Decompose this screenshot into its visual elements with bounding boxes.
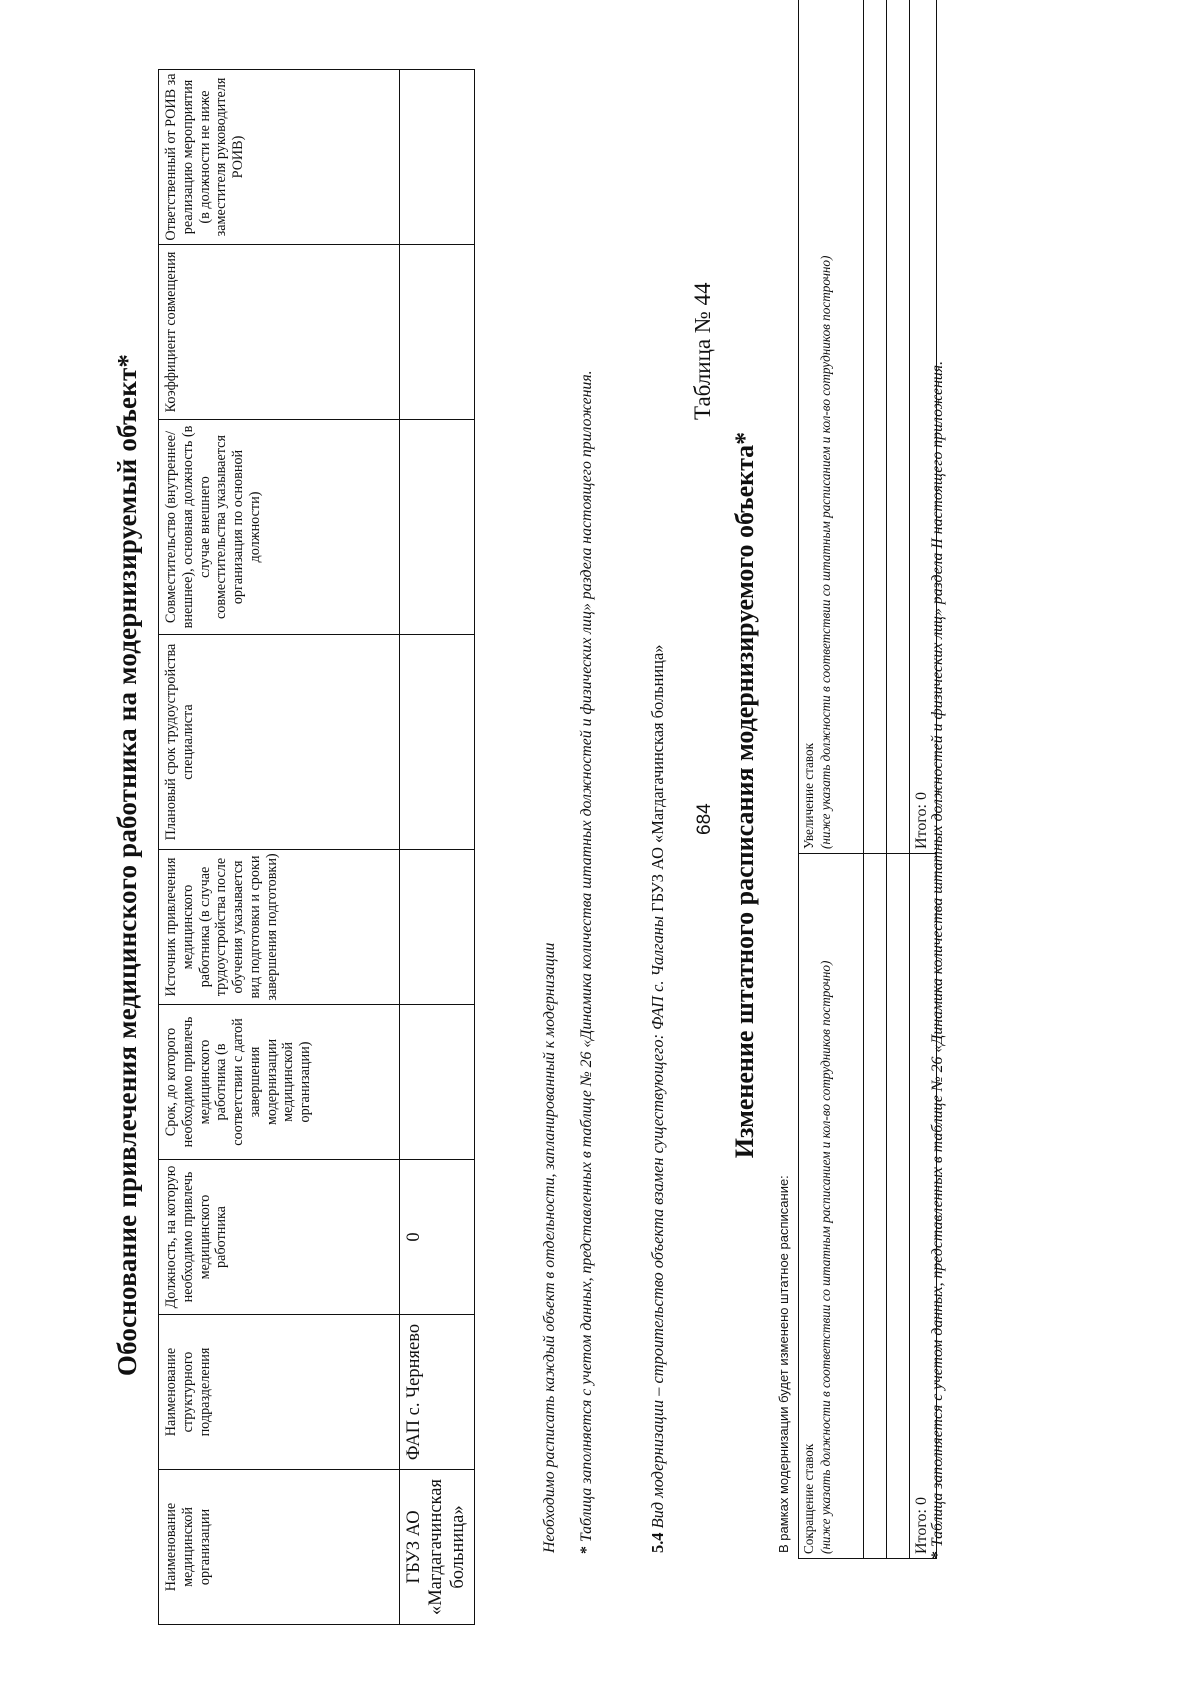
- reduction-header-cell: [799, 854, 864, 1559]
- increase-heading: Увеличение ставок: [801, 742, 816, 849]
- table-header-row: [799, 0, 864, 1559]
- header-cell: Плановый срок трудоустройства специалиста: [159, 635, 400, 850]
- reduction-heading: Сокращение ставок: [801, 1443, 816, 1554]
- footnote-star: *: [578, 1546, 595, 1554]
- header-cell: Источник привлечения медицинского работника (в случае трудоустройства после обучения указывается вид подготовки и сроки завершения подготовки): [159, 850, 400, 1005]
- table-cell: [400, 635, 475, 850]
- table-cell: [400, 1005, 475, 1160]
- table-cell: [400, 420, 475, 635]
- table-cell: [400, 850, 475, 1005]
- table-row: [887, 0, 910, 1559]
- table-cell: [864, 854, 887, 1559]
- table-cell: ФАП с. Черняево: [400, 1315, 475, 1470]
- header-cell: Наименование медицинской организации: [159, 1470, 400, 1625]
- header-cell: Коэффициент совмещения: [159, 245, 400, 420]
- table-row: [400, 70, 475, 1625]
- staff-justification-table: [158, 69, 475, 1625]
- footnote-star: *: [929, 1551, 946, 1559]
- reduction-total: Итого: 0: [910, 854, 937, 1559]
- header-cell: Должность, на которую необходимо привлечь медицинского работника: [159, 1160, 400, 1315]
- table-cell: [400, 245, 475, 420]
- increase-total: Итого: 0: [910, 0, 937, 854]
- table-row: [864, 0, 887, 1559]
- note-each-object: Необходимо расписать каждый объект в отдельности, запланированный к модернизации: [541, 942, 558, 1553]
- table-cell: [400, 70, 475, 245]
- footnote-text: Таблица заполняется с учетом данных, представленных в таблице № 26 «Динамика количества штатных должностей и физических лиц» раздела II настоящего приложения.: [929, 360, 946, 1552]
- header-cell: Срок, до которого необходимо привлечь медицинского работника (в соответствии с датой завершения модернизации медицинской организации): [159, 1005, 400, 1160]
- increase-hint: (ниже указать должности в соответствии со штатным расписанием и кол-во сотрудников построчно): [817, 255, 833, 849]
- table-cell: [864, 0, 887, 854]
- section-title-staff-justification: Обоснование привлечения медицинского работника на модернизируемый объект*: [112, 353, 142, 1377]
- header-cell: Совместительство (внутреннее/ внешнее), основная должность (в случае внешнего совместительства указывается организация по основной должности): [159, 420, 400, 635]
- page-number: 684: [694, 803, 715, 835]
- staffing-change-table: [798, 0, 937, 1559]
- note-text: Таблица заполняется с учетом данных, представленных в таблице № 26 «Динамика количества штатных должностей и физических лиц» раздела настоящего приложения.: [578, 370, 595, 1547]
- section-number: 5.4: [648, 1532, 667, 1553]
- header-cell: Наименование структурного подразделения: [159, 1315, 400, 1470]
- organization-name: ГБУЗ АО «Магдагачинская больница»: [648, 644, 667, 916]
- modernization-type: [645, 645, 670, 1553]
- staffing-intro-text: В рамках модернизации будет изменено штатное расписание:: [776, 1175, 791, 1553]
- header-cell: Ответственный от РОИВ за реализацию мероприятия (в должности не ниже заместителя руководителя РОИВ): [159, 70, 400, 245]
- reduction-hint: (ниже указать должности в соответствии со штатным расписанием и кол-во сотрудников построчно): [817, 960, 833, 1554]
- footnote: [926, 0, 950, 1559]
- section-title-staffing-change: Изменение штатного расписания модернизируемого объекта*: [730, 431, 759, 1159]
- increase-header-cell: [799, 0, 864, 854]
- table-cell: ГБУЗ АО «Магдагачинская больница»: [400, 1470, 475, 1625]
- table-number: Таблица № 44: [690, 282, 715, 420]
- table-cell: [887, 854, 910, 1559]
- note-table-fill: [575, 24, 599, 1554]
- modernization-type-text: Вид модернизации – строительство объекта взамен существующего: ФАП с. Чалганы: [648, 916, 667, 1533]
- table-cell: 0: [400, 1160, 475, 1315]
- table-header-row: [159, 70, 400, 1625]
- table-cell: [887, 0, 910, 854]
